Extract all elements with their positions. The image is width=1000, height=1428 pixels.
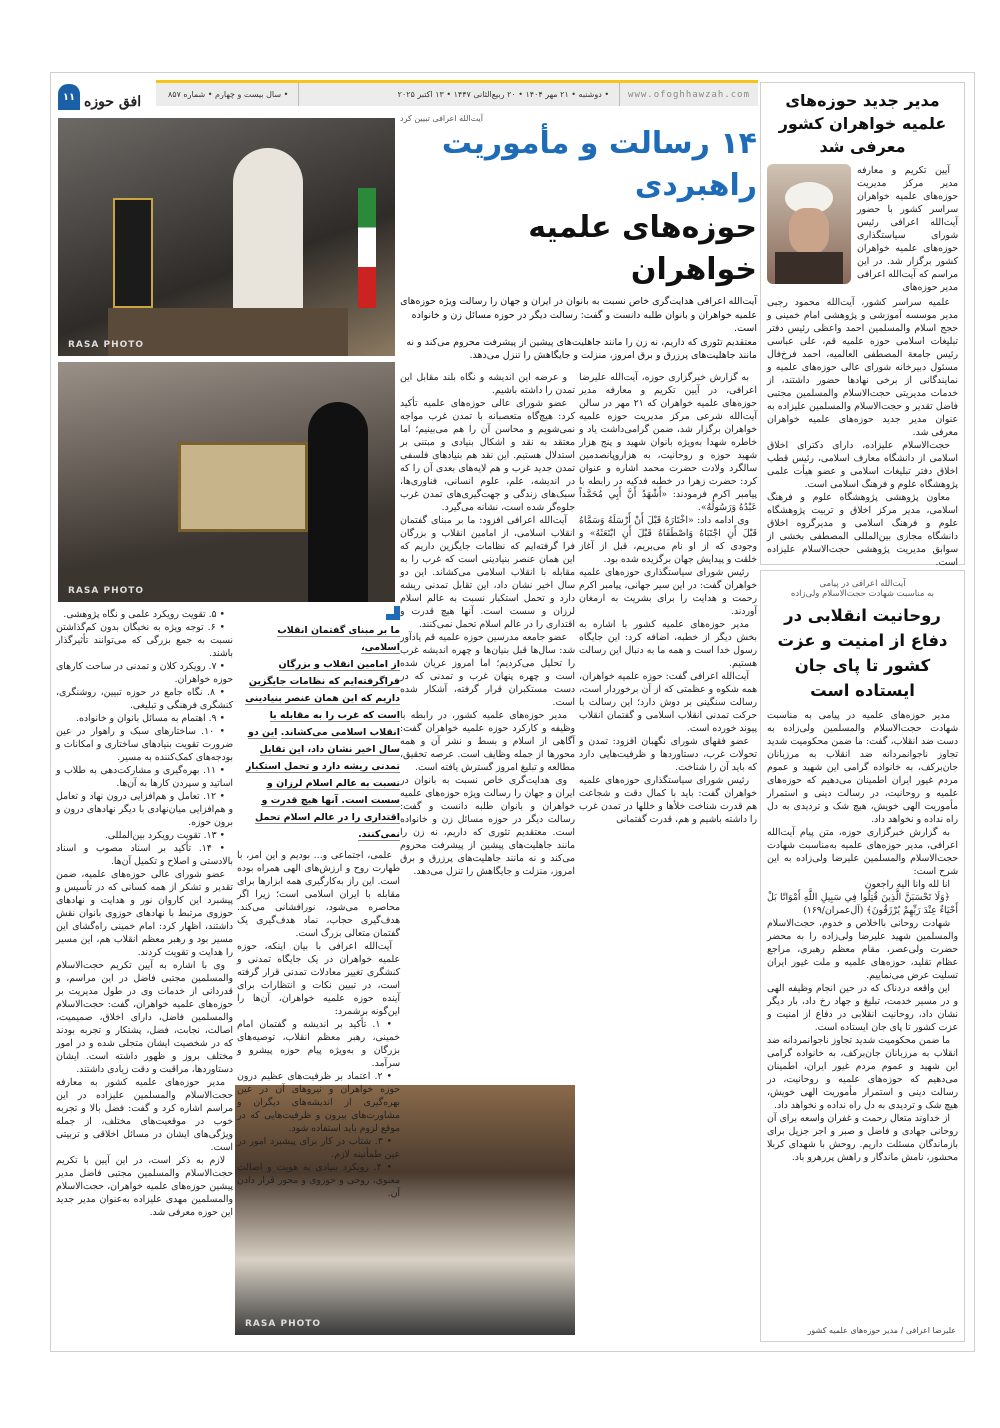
masthead-logo	[58, 76, 156, 110]
body-paragraph: به گزارش خبرگزاری حوزه، متن پیام آیت‌الله اعرافی، مدیر حوزه‌های علمیه به‌مناسبت شهادت حجت‌الاسلام والمسلمین علیرضا ولی‌زاده به این شرح است:	[767, 827, 958, 877]
article-column-3	[237, 849, 400, 1199]
body-paragraph: • ۱۳. تقویت رویکرد بین‌المللی.	[104, 830, 225, 841]
sidebar-news-message	[760, 570, 965, 1342]
logo-text: افق حوزه	[84, 94, 142, 110]
sidebar-title: روحانیت انقلابی در دفاع از امنیت و عزت کشور تا پای جان ایستاده است	[777, 606, 948, 700]
body-paragraph: عضو فقهای شورای نگهبان افزود: تمدن و تحولات غرب، دستاوردها و ظرفیت‌هایی دارد که باید آن را شناخت.	[579, 735, 757, 773]
body-paragraph: • ۴. رویکرد بنیادی به هویت و اصالت معنوی، روحی و حوزوی و محور قرار دادن آن.	[237, 1162, 400, 1199]
body-paragraph: رئیس شورای سیاستگذاری حوزه‌های علمیه خواهران گفت: باید با کمال دقت و شجاعت هم قدرت شناخت خلأها و خللها در تمدن غرب را داشته باشیم و هم، قدرت گفتمانی	[579, 774, 757, 825]
body-paragraph: • ۱۴. تأکید بر اسناد مصوب و اسناد بالادستی و اصلاح و تکمیل آن‌ها.	[56, 843, 233, 867]
body-paragraph: مدیر حوزه‌های علمیه کشور، در رابطه با وظیفه و کارکرد حوزه علمیه خواهران گفت: آگاهی از اسلام و بسط و نشر آن و همه محورها از جمله وظایف است. عرصه تحقیق، مطالعه و تبلیغ امروز گسترش یافته است.	[400, 709, 575, 773]
message-signature: علیرضا اعرافی / مدیر حوزه‌های علمیه کشور	[807, 1326, 956, 1335]
director-portrait	[767, 164, 851, 284]
pull-quote-line: از امامین انقلاب و بزرگان فراگرفته‌ایم که نظامات جایگزین داریم که این همان عنصر بنیادینی است که غرب را به مقابله با انقلاب اسلامی می‌کشاند.	[245, 659, 400, 738]
body-paragraph: • ۲. اعتماد بر ظرفیت‌های عظیم درون حوزه خواهران و نیروهای آن در عین بهره‌گیری از اندیشه‌های دیگران و مشاورت‌های بیرون و ظرفیت‌هایی که در موقع لزوم باید استفاده شود.	[237, 1071, 400, 1134]
photo-watermark: RASA PHOTO	[68, 340, 145, 350]
body-paragraph: و عرضه این اندیشه و نگاه بلند مقابل این تمدن را داشته باشیم.	[400, 371, 575, 396]
article-column-4	[56, 608, 233, 1340]
pull-quote-line: این دو سال اخیر نشان داد، این تقابل تمدنی ریشه دارد و تحمل استکبار نسبت به عالم اسلام لرزان و سست است. آنها هیچ قدرت و اقتداری را در عالم اسلام تحمل نمی‌کنند.	[245, 727, 400, 840]
body-paragraph: حجت‌الاسلام علیزاده، دارای دکترای اخلاق اسلامی از دانشگاه معارف اسلامی، رئیس قطب اخلاق دفتر تبلیغات اسلامی و عضو هیأت علمی پژوهشگاه علوم و فرهنگ اسلامی است.	[767, 440, 958, 490]
page-number: ۱۱	[58, 84, 80, 110]
article-kicker: آیت‌الله اعرافی تبیین کرد	[400, 114, 483, 123]
body-paragraph: مدیر حوزه‌های علمیه کشور به معارفه حجت‌الاسلام والمسلمین علیزاده در این مراسم اشاره کرد و گفت: فضل بالا و تجربه خوب در موقعیت‌های مختلف، از جمله ویژگی‌های ایشان در مسائل اخلاقی و تربیتی است.	[56, 1077, 233, 1153]
body-paragraph: • ۳. شتاب در کار برای پیشبرد امور در عین طمأنینه لازم.	[237, 1136, 400, 1160]
pull-quote-line: ما بر مبنای گفتمان انقلاب اسلامی،	[277, 625, 400, 653]
lead-paragraph: آیت‌الله اعرافی هدایت‌گری خاص نسبت به بانوان در ایران و جهان را رسالت ویژه حوزه‌های علمیه خواهران و بانوان طلبه دانست و گفت: رسالت دیگر در حوزه مسائل زن و خانواده است.	[400, 296, 757, 334]
lead-paragraph: معتقدیم تئوری که داریم، نه زن را مانند جاهلیت‌های پیشین از پیشرفت محروم می‌کند و نه مانند جاهلیت‌های پرزرق و برق امروز، منزلت و جایگاهش را تنزل می‌دهد.	[406, 336, 757, 361]
body-paragraph: • ۸. نگاه جامع در حوزه تبیین، روشنگری، کنشگری فرهنگی و تبلیغی.	[56, 687, 233, 711]
body-paragraph: شهادت روحانی بااخلاص و خدوم، حجت‌الاسلام والمسلمین شهید علیرضا ولی‌زاده را به محضر حضرت ولی‌عصر، مقام معظم رهبری، مراجع عظام تقلید، حوزه‌های علمیه و ملت غیور ایران تسلیت عرض می‌نماییم.	[767, 918, 958, 981]
quote-mark-icon	[386, 606, 400, 620]
photo-watermark: RASA PHOTO	[245, 1319, 322, 1329]
sidebar-intro	[857, 164, 958, 294]
body-paragraph: آیت‌الله اعرافی با بیان اینکه، حوزه علمیه خواهران در یک جایگاه تمدنی و کنشگری تغییر معادلات تمدنی قرار گرفته است، در تبیین نکات و انتظارات برای آینده حوزه علمیه خواهران، آن‌ها را این‌گونه برشمرد:	[237, 941, 400, 1017]
body-paragraph: • ۵. تقویت رویکرد علمی و نگاه پژوهشی.	[63, 609, 225, 620]
sidebar-body	[761, 709, 964, 1322]
ceremony-photo	[58, 362, 395, 602]
body-paragraph: • ۶. توجه ویژه به نخبگان بدون کم‌گذاشتن نسبت به جمع بزرگی که می‌توانند تأثیرگذار باشند.	[56, 622, 233, 659]
body-paragraph: عضو شورای عالی حوزه‌های علمیه، ضمن تقدیر و تشکر از همه کسانی که در تأسیس و پیشبرد این کاروان نور و هدایت و نهادهای حوزوی مرتبط با نهادهای حوزوی بانوان نقش داشتند، اظهار کرد: امام خمینی راه‌گشای این مسیر بود و رهبر معظم انقلاب هم، این مسیر را هدایت و تقویت کردند.	[56, 869, 233, 958]
body-paragraph: • ۹. اهتمام به مسائل بانوان و خانواده.	[76, 713, 225, 724]
issue-date: • دوشنبه • ۲۱ مهر ۱۴۰۴ • ۲۰ ربیع‌الثانی ۱۴۴۷ • ۱۳ اکتبر ۲۰۲۵	[397, 90, 610, 99]
body-paragraph: • ۱. تأکید بر اندیشه و گفتمان امام خمینی، رهبر معظم انقلاب، توصیه‌های بزرگان و به‌ویژه پیام حوزه پیشرو و سرآمد.	[237, 1019, 400, 1069]
body-paragraph: علمیه سراسر کشور، آیت‌الله محمود رجبی مدیر موسسه آموزشی و پژوهشی امام خمینی و حجج اسلام والمسلمین احمد واعظی رئیس دفتر تبلیغات اسلامی حوزه علمیه قم، علی عباسی رئیس جامعة المصطفی العالمیه، احمد فرخ‌فال مسئول دبیرخانه شورای عالی حوزه‌های علمیه و نمایندگانی از برخی نهادها حضور داشتند، از خدمات مدیریتی حجت‌الاسلام والمسلمین مجتبی فاضل تقدیر و حجت‌الاسلام والمسلمین علیزاده به عنوان مدیر جدید حوزه‌های علمیه خواهران معرفی شد.	[767, 297, 958, 438]
article-column-1	[579, 371, 757, 1341]
body-paragraph: وی با اشاره به آیین تکریم حجت‌الاسلام والمسلمین مجتبی فاضل در این مراسم، و قدردانی از خدمات وی در طول مدیریت بر حوزه‌های علمیه خواهران، گفت: حجت‌الاسلام والمسلمین فاضل، دارای اخلاق، صمیمیت، اصالت، نجابت، فضل، پشتکار و تجربه بودند که در شخصیت ایشان متجلی شده و در امور مختلف بروز و ظهور داشته است. ایشان دستاوردها، مراقبت و دقت زیادی داشتند.	[56, 960, 233, 1075]
body-paragraph: ﴿وَلَا تَحْسَبَنَّ الَّذِينَ قُتِلُوا فِي سَبِيلِ اللَّهِ أَمْوَاتًا بَلْ أَحْيَاءٌ عِنْدَ رَبِّهِمْ يُرْزَقُونَ﴾ (آل‌عمران/۱۶۹)	[767, 892, 958, 916]
body-paragraph: ما ضمن محکومیت شدید تجاوز ناجوانمردانه ضد انقلاب به مرزبانان جان‌برکف، به خانواده گرامی این شهید و عموم مردم غیور ایران، اطمینان می‌دهیم که حوزه‌های علمیه و روحانیت، در رسالت دینی و استمرار مأموریت الهی خویش، هیچ شک و تردیدی به دل راه نداده و نخواهد داد.	[767, 1035, 958, 1111]
body-paragraph: آیت‌الله اعرافی افزود: ما بر مبنای گفتمان انقلاب اسلامی، از امامین انقلاب و بزرگان فرا گرفته‌ایم که نظامات جایگزین داریم که این همان عنصر بنیادینی است که غرب را به مقابله با انقلاب اسلامی می‌کشاند. این دو سال اخیر نشان داد، این تقابل تمدنی ریشه دارد و تحمل استکبار نسبت به عالم اسلام لرزان و سست است. آنها هیچ قدرت و اقتداری را در عالم اسلام تحمل نمی‌کنند.	[400, 514, 575, 630]
website-url[interactable]: www.ofoghhawzah.com	[619, 83, 758, 106]
sidebar-body	[761, 294, 964, 568]
pull-quote	[237, 606, 400, 843]
body-paragraph: • ۱۰. ساختارهای سبک و راهوار در عین ضرورت تقویت بنیادهای ساختاری و امکانات و بودجه‌های کمک‌کننده به مسیر.	[56, 726, 233, 763]
body-paragraph: لازم به ذکر است، در این آیین با تکریم حجت‌الاسلام والمسلمین مجتبی فاضل مدیر پیشین حوزه‌های علمیه خواهران، حجت‌الاسلام والمسلمین مهدی علیزاده به‌عنوان مدیر جدید این حوزه معرفی شد.	[56, 1155, 233, 1218]
speaker-photo	[58, 118, 395, 356]
main-article	[400, 114, 757, 1340]
body-paragraph: • ۷. رویکرد کلان و تمدنی در ساحت کارهای حوزه خواهران.	[56, 661, 233, 685]
page-header	[58, 80, 758, 106]
body-paragraph: رئیس شورای سیاستگذاری حوزه‌های علمیه خواهران گفت: در این سیر جهانی، پیامبر اکرم رحمت و هدایت را برای بشریت به ارمغان آوردند.	[579, 566, 757, 617]
body-paragraph: مدیر حوزه‌های علمیه کشور با اشاره به بخش دیگر از خطبه، اضافه کرد: این جایگاه رسول خدا است و همه ما به دنبال این رسالت هستیم.	[579, 618, 757, 669]
issue-number: • سال بیست و چهارم • شماره ۸۵۷	[158, 83, 299, 106]
body-paragraph: مدیر حوزه‌های علمیه در پیامی به مناسبت شهادت حجت‌الاسلام والمسلمین ولی‌زاده به دست ضد انقلاب، گفت: ما ضمن محکومیت شدید تجاوز ناجوانمردانه ضد انقلاب به مرزبانان جان‌برکف، به خانواده گرامی این شهید و عموم مردم غیور ایران اطمینان می‌دهیم که حوزه‌های علمیه و روحانیت، در رسالت دینی و استمرار مأموریت الهی خویش، هیچ شک و تردیدی به دل راه نداده و نخواهد داد.	[767, 710, 958, 825]
article-column-2	[400, 371, 575, 878]
body-paragraph: این واقعه دردناک که در حین انجام وظیفه الهی و در مسیر خدمت، تبلیغ و جهاد رخ داد، بار دیگر نشان داد، روحانیت انقلابی در دفاع از امنیت و عزت کشور تا پای جان ایستاده است.	[767, 983, 958, 1033]
body-paragraph: علمی، اجتماعی و... بودیم و این امر، با طهارت روح و ارزش‌های الهی همراه بوده است. این راز به‌کارگیری همه ابزارها برای مقابله با ایران اسلامی است؛ زیرا اگر محاصره می‌شود، نورافشانی می‌کند. هدف‌گیری حجاب، نماد هدف‌گیری یک گفتمان متعالی بزرگ است.	[237, 850, 400, 939]
body-paragraph: وی ادامه داد: «اخْتَارَهُ قَبْلَ أَنْ أَرْسَلَهُ وَسَمَّاهُ قَبْلَ أَنِ اجْتَبَاهُ وَاصْطَفَاهُ قَبْلَ أَنِ ابْتَعَثَهُ» و وجودی که از او نام می‌بریم، قبل از آغاز خلقت و پیدایش جهان برگزیده شده بود.	[579, 514, 757, 565]
headline-line1: ۱۴ رسالت و مأموریت راهبردی	[441, 126, 757, 203]
body-paragraph: عضو جامعه مدرسین حوزه علمیه قم یادآور شد: سال‌ها قبل بنیان‌ها و چهره اندیشه غرب را تحلیل می‌کردیم؛ اما امروز عریان شده است و چهره پنهان غرب و تمدنی که در دست مستکبران قرار گرفته، آشکار شده است.	[400, 631, 575, 708]
sidebar-news-new-director	[760, 82, 965, 568]
body-paragraph: • ۱۲. تعامل و هم‌افزایی درون نهاد و تعامل و هم‌افزایی میان‌نهادی با دیگر نهادهای درون و برون حوزه.	[56, 791, 233, 828]
sidebar-kicker: به مناسبت شهادت حجت‌الاسلام ولی‌زاده	[790, 589, 935, 599]
body-paragraph: انا لله وانا الیه راجعون	[864, 879, 950, 890]
body-paragraph: آیت‌الله اعرافی گفت: حوزه علمیه خواهران، همه شکوه و عظمتی که از آن برخوردار است، رسالت سنگینی بر دوش دارد؛ این رسالت با حرکت تمدنی انقلاب اسلامی و گفتمان انقلاب پیوند خورده است.	[579, 670, 757, 734]
body-paragraph: عضو شورای عالی حوزه‌های علمیه تأکید کرد: هیچ‌گاه متعصبانه با تمدن غرب مواجه نمی‌شویم و محاسن آن را هم می‌بینیم؛ اما معتقد به نقد و اشکال بنیادی و مبتنی بر استدلال هستیم. این نقد هم بنیادهای فلسفی تمدن جدید غرب و هم لایه‌های بعدی آن را که در اندیشه، علم، علوم انسانی، فناوری‌ها، سبک‌های زندگی و جهت‌گیری‌های تمدن غرب جلوه‌گر شده است، نشانه می‌گیرد.	[400, 397, 575, 513]
body-paragraph: وی هدایت‌گری خاص نسبت به بانوان در ایران و جهان را رسالت ویژه حوزه‌های علمیه خواهران و بانوان طلبه دانست و گفت: رسالت دیگر در حوزه مسائل زن و خانواده است. معتقدیم تئوری که داریم، نه زن را مانند جاهلیت‌های پیشین از پیشرفت محروم می‌کند و نه مانند جاهلیت‌های پرزرق و برق امروز، منزلت و جایگاهش را تنزل می‌دهد.	[400, 774, 575, 877]
article-lead	[400, 295, 757, 363]
body-paragraph: از خداوند متعال رحمت و غفران واسعه برای آن روحانی جهادی و فاضل و صبر و اجر جزیل برای بازماندگان مسئلت داریم. روحش با شهدای کربلا محشور، نامش ماندگار و راهش پررهرو باد.	[767, 1113, 958, 1163]
sidebar-paragraph: آیین تکریم و معارفه مدیر مرکز مدیریت حوزه‌های علمیه خواهران سراسر کشور با حضور آیت‌الله اعرافی رئیس شورای سیاستگذاری حوزه‌های علمیه خواهران کشور برگزار شد. در این مراسم که آیت‌الله اعرافی مدیر حوزه‌های	[857, 165, 958, 293]
sidebar-kicker: آیت‌الله اعرافی در پیامی	[819, 579, 906, 589]
middle-stack	[237, 606, 400, 1199]
body-paragraph: به گزارش خبرگزاری حوزه، آیت‌الله علیرضا اعرافی، در آیین تکریم و معارفه مدیر حوزه‌های علمیه خواهران که ۲۱ مهر در سالن آیت‌الله شرعی مرکز مدیریت حوزه علمیه خواهران برگزار شد، ضمن گرامی‌داشت یاد و خاطره شهدا به‌ویژه بانوان شهید و پنج هزار شهید حوزه و روحانیت، به هزاروپانصدمین سالگرد ولادت حضرت محمد اشاره و عنوان کرد: حضرت زهرا در خطبه فدکیه در رابطه با پیامبر اکرم فرمودند: «أَشْهَدُ أَنَّ أَبِي مُحَمَّداً عَبْدُهُ وَرَسُولُهُ».	[579, 371, 757, 513]
photo-watermark: RASA PHOTO	[68, 586, 145, 596]
sidebar-title: مدیر جدید حوزه‌های علمیه خواهران کشور معرفی شد	[778, 91, 947, 156]
body-paragraph: • ۱۱. بهره‌گیری و مشارکت‌دهی به طلاب و اساتید و سپردن کارها به آن‌ها.	[56, 765, 233, 789]
headline-line2: حوزه‌های علمیه خواهران	[528, 210, 757, 287]
body-paragraph: معاون پژوهشی پژوهشگاه علوم و فرهنگ اسلامی، مدیر مرکز اخلاق و تربیت پژوهشگاه علوم و فرهنگ اسلامی و مدیرگروه اخلاق دانشگاه مجازی بین‌المللی المصطفی بخشی از سوابق مدیریت پژوهشی حجت‌الاسلام علیزاده است.	[767, 492, 958, 568]
